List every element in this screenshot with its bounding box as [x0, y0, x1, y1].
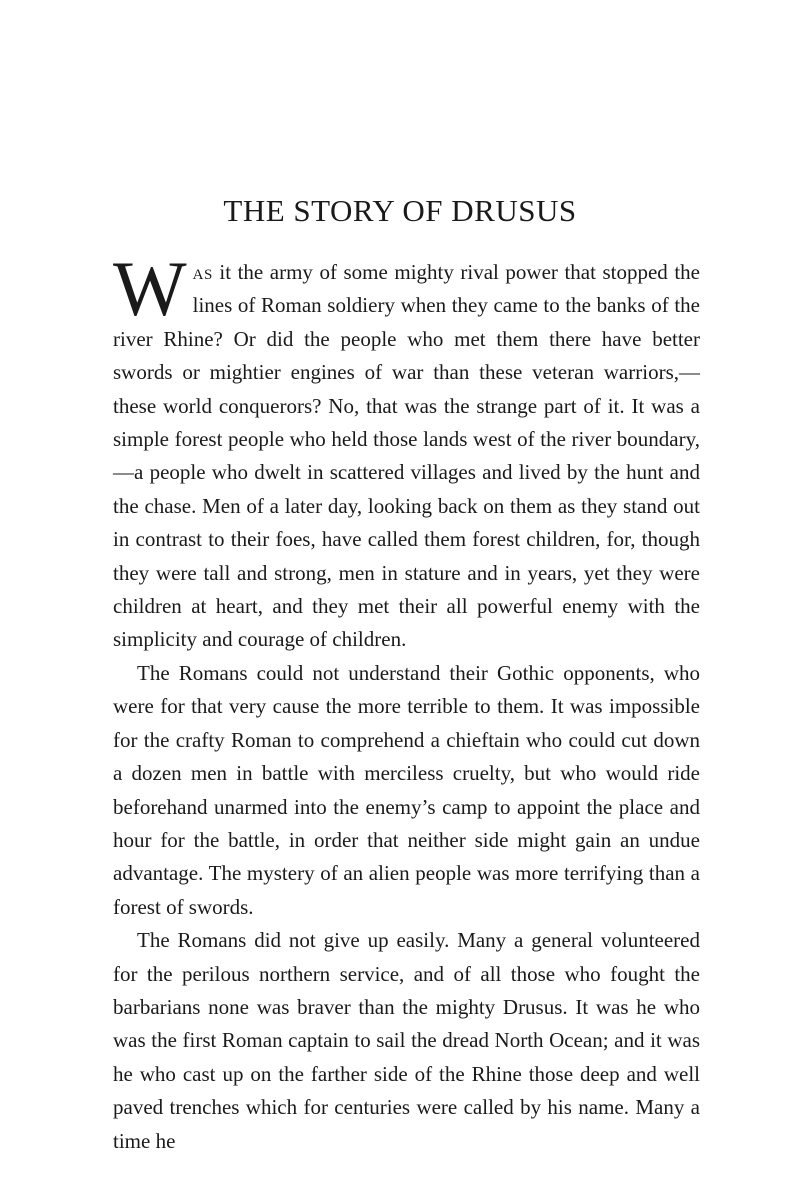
paragraph-1	[113, 245, 700, 657]
lead-in-smallcaps: as	[192, 260, 213, 284]
paragraph-1-text: it the army of some mighty rival power that stopped the lines of Roman soldiery when they came to the banks of the river Rhine? Or did the people who met them there have better swords or mightier engines of war than these veteran warriors,—these world conquerors? No, that was the strange part of it. It was a simple forest people who held those lands west of the river boundary,—a people who dwelt in scattered villages and lived by the hunt and the chase. Men of a later day, looking back on them as they stand out in contrast to their foes, have called them forest children, for, though they were tall and strong, men in stature and in years, yet they were children at heart, and they met their all powerful enemy with the simplicity and courage of children.	[113, 260, 700, 652]
drop-cap: W	[113, 245, 187, 332]
chapter-body	[113, 245, 700, 1158]
paragraph-2: The Romans could not understand their Gothic opponents, who were for that very cause the more terrible to them. It was impossible for the crafty Roman to comprehend a chieftain who could cut down a dozen men in battle with merciless cruelty, but who would ride beforehand unarmed into the enemy’s camp to appoint the place and hour for the battle, in order that neither side might gain an undue advantage. The mystery of an alien people was more terrifying than a forest of swords.	[113, 660, 700, 919]
paragraph-3: The Romans did not give up easily. Many a general volunteered for the perilous northern service, and of all those who fought the barbarians none was braver than the mighty Drusus. It was he who was the first Roman captain to sail the dread North Ocean; and it was he who cast up on the farther side of the Rhine those deep and well paved trenches which for centuries were called by his name. Many a time he	[113, 928, 700, 1153]
chapter-title: THE STORY OF DRUSUS	[223, 193, 577, 228]
